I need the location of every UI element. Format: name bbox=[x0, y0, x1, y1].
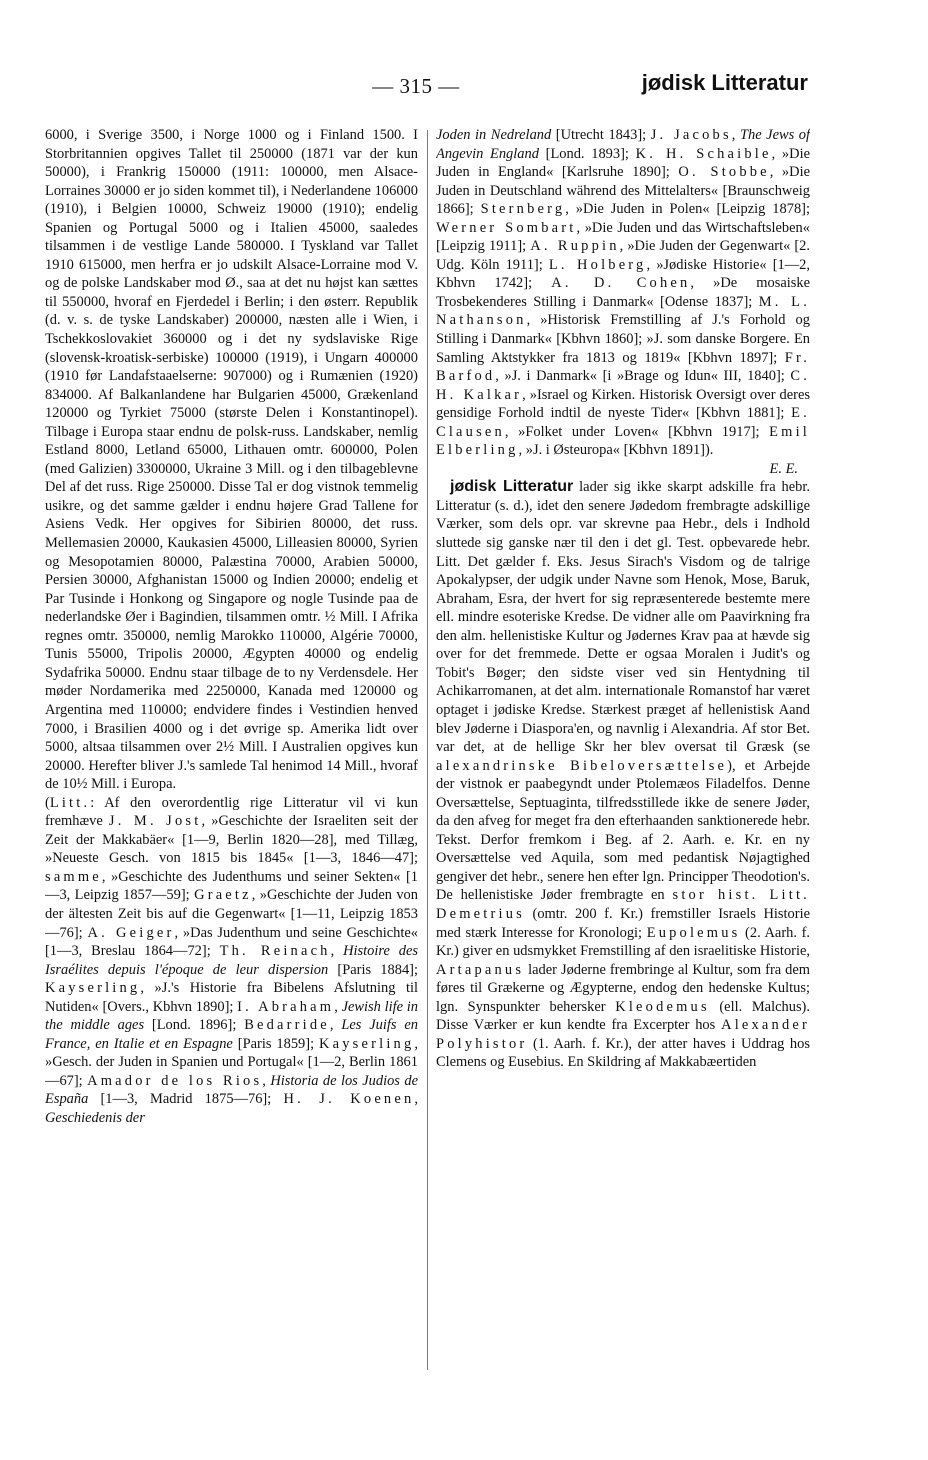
entry-author: Kleodemus bbox=[615, 998, 710, 1015]
bib-author: H. J. Koenen bbox=[283, 1091, 415, 1108]
bib-text: , »Die Juden in England« [Karlsruhe 1890]; bbox=[436, 145, 810, 181]
column-divider bbox=[427, 130, 428, 1370]
bibliography-continuation bbox=[436, 126, 810, 460]
bib-author: Graetz bbox=[194, 887, 252, 904]
bib-text: , »J. i Danmark« [i »Brage og Idun« III, 1840]; bbox=[495, 368, 791, 385]
bib-text: , »Die Juden und das Wirtschaftsleben« [Leipzig 1911]; bbox=[436, 219, 810, 255]
bib-text: [1—3, Madrid 1875—76]; bbox=[88, 1091, 284, 1108]
bib-text: , »Folket under Loven« [Kbhvn 1917]; bbox=[504, 423, 770, 440]
population-paragraph bbox=[45, 126, 418, 794]
bib-author: C. H. Kalkar bbox=[436, 368, 810, 403]
bib-author: Emil Elberling bbox=[436, 423, 810, 459]
bib-text: [Lond. 1896]; bbox=[144, 1017, 245, 1034]
cross-reference: alexandrinske Bibeloversættelse bbox=[436, 757, 728, 774]
bib-text: [Utrecht 1843]; bbox=[551, 127, 651, 143]
bib-title: Jewish life in the middle ages bbox=[45, 998, 418, 1034]
bib-text: , »J.'s Historie fra Bibelens Afslutning til Nutiden« [Overs., Kbhvn 1890]; bbox=[45, 980, 418, 1015]
bib-author: Werner Sombart bbox=[436, 219, 577, 236]
bib-author: J. M. Jost bbox=[108, 813, 202, 830]
running-head: jødisk Litteratur bbox=[641, 70, 808, 95]
entry-text: lader sig ikke skarpt adskille fra hebr. Litteratur (s. d.), idet den senere Jødedom frembragte adskillige Værker, som dels opr. var skrevne paa Hebr., dels i Indhold sluttede sig ganske nær til den i det gl. Test. opbevarede hebr. Litt. Det gælder f. Eks. Jesus Sirach's Visdom og de talrige Apokalypser, der udgik under Navne som Henok, Mose, Baruk, Abraham, Esra, der hvert for sig repræsenterede bestemte mere ell. mindre esoteriske Kredse. De vidner alle om Paavirkning fra den alm. hellenistiske Kultur og Jødernes Krav paa at hævde sig over for det fremmede. Dette er ogsaa Moralen i Judit's og Tobit's Bøger; den sidste viser ved sin Hentydning til Achikarromanen, at det alm. internationale Romanstof har været optaget i jødiske Kredse. Stærkest præget af hellenistisk Aand blev Jøderne i Diaspora'en, og navnlig i Alexandria. Af stor Bet. var det, at de hellige Skr her blev oversat til Græsk (se bbox=[436, 479, 810, 756]
bib-author: Th. Reinach bbox=[219, 943, 331, 960]
bib-text: , bbox=[731, 127, 740, 143]
entry-text: ), et Arbejde der vistnok er paabegyndt under Ptolemæos Filadelfos. Denne Oversættelse, Septuaginta, tilfredsstillede ikke de senere Jøder, da den afveg for meget fra den efterhaanden sanktionerede hebr. Tekst. Derfor fremkom i Beg. af 2. Aarh. e. Kr. en ny Oversættelse ved Aquila, som med pedantisk Nøjagtighed gengiver det hebr., senere hen efter lgn. Principper Theodotion's. De hellenistiske Jøder frembragte en bbox=[436, 757, 810, 904]
entry-text: (1. Aarh. f. Kr.), der atter haves i Uddrag hos Clemens og Eusebius. En Skildring af Makkabæertiden bbox=[436, 1035, 810, 1071]
page-header bbox=[0, 60, 928, 104]
bib-author: L. Holberg bbox=[548, 256, 647, 273]
bib-title: Histoire des Israélites depuis l'époque de leur dispersion bbox=[45, 943, 418, 978]
entry-text: (ell. Malchus). Disse Værker er kun kendte fra Excerpter hos bbox=[436, 998, 810, 1034]
bib-text: , »Gesch. der Juden in Spanien und Portugal« [1—2, Berlin 1861—67]; bbox=[45, 1035, 418, 1089]
bib-text: ( bbox=[45, 794, 50, 811]
bibliography-paragraph bbox=[45, 794, 418, 1128]
population-text: 6000, i Sverige 3500, i Norge 1000 og i Finland 1500. I Storbritannien opgives Tallet til 250000 (1871 var der kun 50000), i Frankrig 150000 (1911: 100000, men Alsace-Lorraines 30000 er jo siden kommet til), i Nederlandene 106000 (1910), i Belgien 10000, Schweiz 19000 (1910); endelig Spanien og Portugal 5000 og i Italien 45000, saaledes tilsammen i de vestlige Lande 580000. I Tyskland var Tallet 1910 615000, men herfra er jo udskilt Alsace-Lorraine mod V. og de polske Landskaber mod Ø., saa at det nu højst kan sættes til 550000, hvoraf en Fjerdedel i Berlin; i den østerr. Republik (d. v. s. de tyske Landskaber) 200000, næsten alle i Wien, i Tschekkoslovakiet 360000 og i det ny sydslaviske Rige (slovensk-kroatisk-serbiske) 100000 (1919), i Ungarn 400000 (1910 før Landafstaaelserne: 907000) og i Rumænien (1920) 834000. Af Balkanlandene har Bulgarien 45000, Grækenland 120000 og Tyrkiet 75000 (største Delen i Konstantinopel). Tilbage i Europa staar endnu de polsk-russ. Landskaber, nemlig Estland 8000, Letland 65000, Lithauen omtr. 600000, Polen (med Galizien) 3300000, Ukraine 3 Mill. og i den tilbageblevne Del af det russ. Rige 250000. Disse Tal er dog vistnok temmelig usikre, og det samme gælder i endnu højere Grad Tallene for Asiens Vedk. Her opgives for Sibirien 80000, det russ. Mellemasien 20000, Kaukasien 45000, Lilleasien 80000, Syrien og Mesopotamien 80000, Palæstina 70000, Arabien 50000, Persien 30000, Afghanistan 15000 og Indien 20000; endelig et Par Tusinde i Honkong og Singapore og nogle Tusinde paa de nederlandske Øer i Bagindien, tilsammen omtr. ½ Mill. I Afrika regnes omtr. 350000, nemlig Marokko 110000, Algérie 70000, Tunis 55000, Tripolis 20000, Ægypten 40000 og endelig Sydafrika 50000. Endnu staar tilbage de to ny Verdensdele. Her møder Nordamerika med 2250000, Kanada med 120000 og Argentina med 110000; endvidere findes i Vestindien henved 7000, i Brasilien 4000 og i det øvrige sp. Amerika lidt over 5000, altsaa tilsammen over 2½ Mill. I Australien opgives kun 20000. Herefter bliver J.'s samlede Tal henimod 14 Mill., hvoraf de 10½ Mill. i Europa. bbox=[45, 127, 418, 793]
bib-author: K. H. Schaible bbox=[635, 145, 772, 162]
bib-title: The Jews of Angevin England bbox=[436, 127, 810, 162]
bib-literature-label: Litt. bbox=[49, 794, 91, 811]
bib-author: E. Clausen bbox=[436, 405, 810, 440]
bib-text: , »Die Juden der Gegenwart« [2. Udg. Köln 1911]; bbox=[436, 238, 810, 273]
entry-paragraph bbox=[436, 478, 810, 1072]
bib-text: : Af den overordentlig rige Litteratur vil vi kun fremhæve bbox=[45, 794, 418, 830]
entry-author: Artapanus bbox=[436, 961, 525, 978]
left-column bbox=[45, 126, 418, 1376]
entry-emphasis: stor hist. Litt. bbox=[672, 887, 810, 904]
bib-author: I. Abraham bbox=[237, 998, 335, 1015]
bib-author: Amador de los Rios bbox=[87, 1072, 263, 1089]
entry-author: Alexander Polyhistor bbox=[436, 1017, 810, 1052]
bib-author: A. Geiger bbox=[87, 924, 175, 941]
bib-author: Kayserling bbox=[319, 1035, 415, 1052]
bib-title: Historia de los Judios de España bbox=[45, 1072, 418, 1108]
bib-text: , »J. i Østeuropa« [Kbhvn 1891]). bbox=[518, 442, 714, 459]
bib-text: [Paris 1884]; bbox=[328, 961, 418, 978]
bib-text: , »Das Judenthum und seine Geschichte« [1—3, Breslau 1864—72]; bbox=[45, 924, 418, 960]
bib-text: [Paris 1859]; bbox=[232, 1035, 320, 1052]
bib-author: Fr. Barfod bbox=[436, 349, 810, 385]
entry-text: (2. Aarh. f. Kr.) giver en udsmykket Fremstilling af den israelitiske Historie, bbox=[436, 924, 810, 960]
bib-text: , bbox=[262, 1072, 271, 1089]
bib-text: , »Die Juden in Polen« [Leipzig 1878]; bbox=[565, 201, 810, 218]
bib-text: , bbox=[414, 1091, 418, 1108]
author-signature: E. E. bbox=[769, 460, 798, 477]
bib-author: M. L. Nathanson bbox=[436, 293, 810, 329]
bib-text: , bbox=[329, 1017, 342, 1034]
bib-text: , »Geschichte des Judenthums und seiner Sekten« [1—3, Leipzig 1857—59]; bbox=[45, 868, 418, 904]
bib-title: Geschiedenis der bbox=[45, 1109, 145, 1126]
bib-author: A. D. Cohen bbox=[551, 275, 691, 292]
right-column bbox=[436, 126, 810, 1376]
bib-text: , »Geschichte der Israeliten seit der Zeit der Makkabäer« [1—9, Berlin 1820—28], med Tillæg, »Neueste Gesch. von 1815 bis 1845« [1—3, 1846—47]; bbox=[45, 813, 418, 867]
bib-text: , »Jødiske Historie« [1—2, Kbhvn 1742]; bbox=[436, 256, 810, 292]
bib-text: [Lond. 1893]; bbox=[538, 145, 636, 162]
bib-text: , »Israel og Kirken. Historisk Oversigt over deres gensidige Forhold indtil de nyeste Tider« [Kbhvn 1881]; bbox=[436, 386, 810, 422]
bib-text: , »De mosaiske Trosbekenderes Stilling i Danmark« [Odense 1837]; bbox=[436, 275, 810, 310]
entry-title: jødisk Litteratur bbox=[450, 478, 574, 496]
bib-author: Kayserling bbox=[45, 980, 141, 997]
bib-title: Les Juifs en France, en Italie et en Espagne bbox=[45, 1017, 418, 1052]
bib-text: , »Die Juden in Deutschland während des Mittelalters« [Braunschweig 1866]; bbox=[436, 164, 810, 218]
bib-author: Bedarride bbox=[244, 1017, 330, 1034]
entry-text: lader Jøderne frembringe al Kultur, som fra dem føres til Grækerne og Ægypterne, endog den hedenske Kultus; lgn. Synspunkter behersker bbox=[436, 961, 810, 1015]
entry-author: Demetrius bbox=[436, 905, 525, 922]
bib-text: , »Geschichte der Juden von der ältesten Zeit bis auf die Gegenwart« [1—11, Leipzig 1853—76]; bbox=[45, 887, 418, 941]
bib-text: , bbox=[334, 998, 342, 1015]
bib-text: , bbox=[330, 943, 344, 960]
bib-author: Sternberg bbox=[480, 201, 566, 218]
bib-author: A. Ruppin bbox=[530, 238, 620, 255]
entry-author: Eupolemus bbox=[646, 924, 741, 941]
page-number: — 315 — bbox=[372, 74, 460, 98]
bib-author: J. Jacobs bbox=[650, 127, 732, 143]
bib-title: Joden in Nedreland bbox=[436, 127, 552, 143]
bib-author: O. Stobbe bbox=[678, 164, 770, 181]
bib-author: samme bbox=[45, 868, 102, 885]
entry-text: (omtr. 200 f. Kr.) fremstiller Israels Historie med stærk Interesse for Kronologi; bbox=[436, 905, 810, 941]
bib-text: , »Historisk Fremstilling af J.'s Forhold og Stilling i Danmark« [Kbhvn 1860]; »J. som danske Borgere. En Samling Aktstykker fra 1813 og 1819« [Kbhvn 1897]; bbox=[436, 312, 810, 366]
